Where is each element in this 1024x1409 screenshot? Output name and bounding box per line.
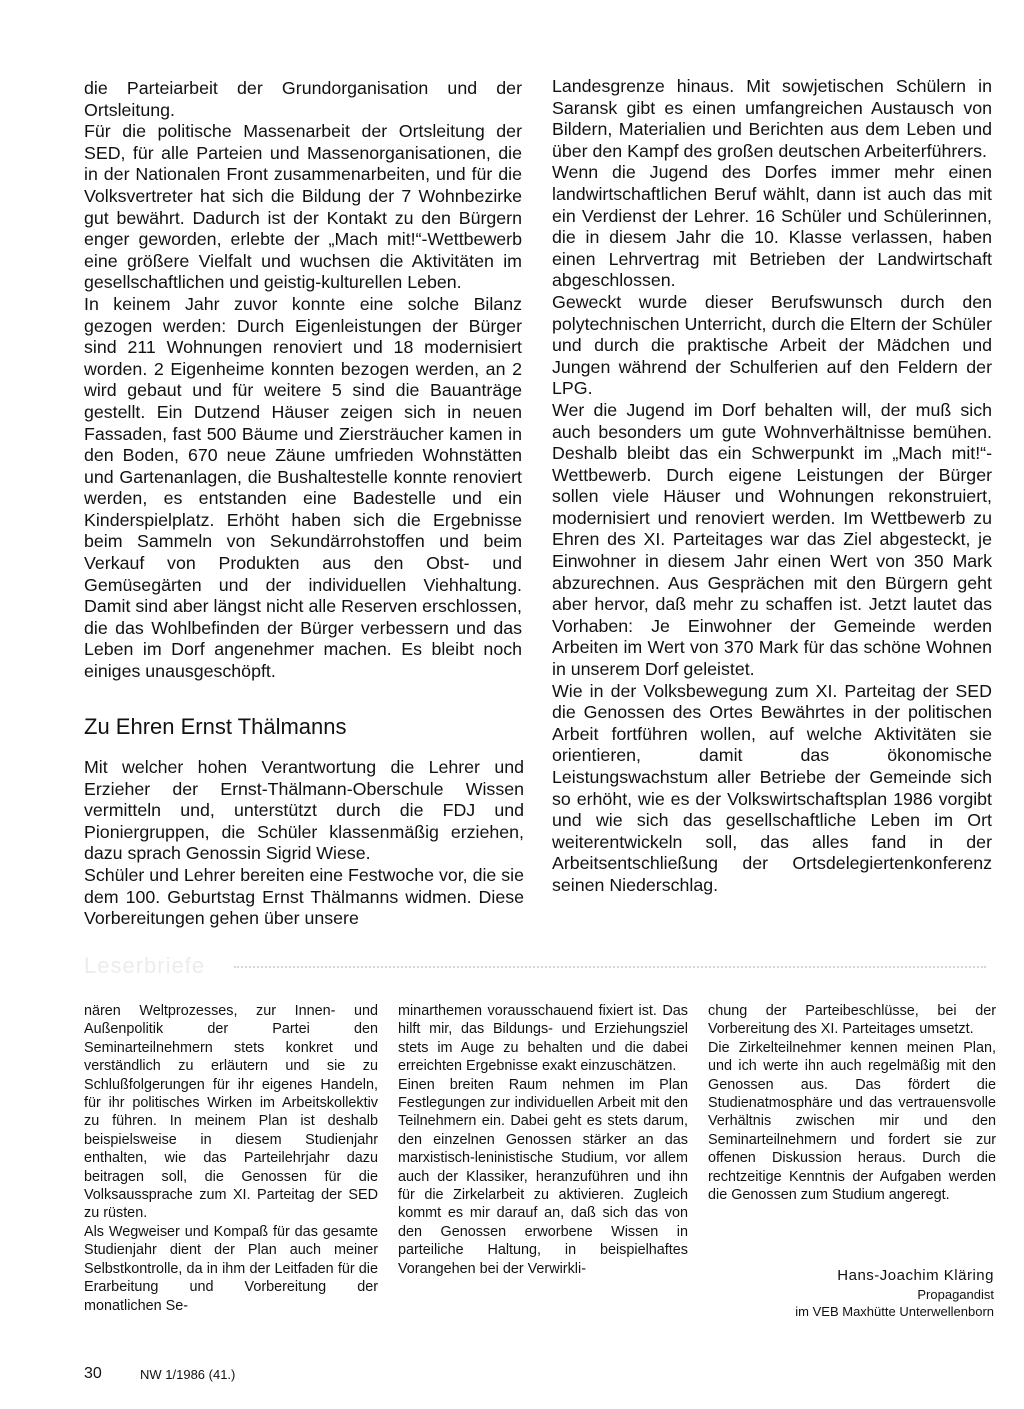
- section-divider: [84, 954, 994, 978]
- divider-label: Leserbriefe: [84, 954, 206, 978]
- paragraph: nären Weltprozesses, zur Innen- und Außenpolitik der Partei den Seminarteilnehmern stets konkret und verständlich zu erläutern und sie zu Schlußfolgerungen für ihr eigenes Handeln, für ihr politisches Wirken im Arbeitskollektiv zu führen. In meinem Plan ist deshalb beispielsweise in diesem Studienjahr enthalten, wie das Parteilehrjahr dazu beitragen soll, die Genossen für die Volksaussprache zum XI. Parteitag der SED zu rüsten.: [84, 1003, 378, 1222]
- paragraph: die Parteiarbeit der Grundorganisation und der Ortsleitung.: [84, 78, 522, 120]
- paragraph: Die Zirkelteilnehmer kennen meinen Plan, und ich werte ihn auch regelmäßig mit den Genossen aus. Das fördert die Studienatmosphäre und das vertrauensvolle Verhältnis zwischen mir und den Seminarteilnehmern und fordert sie zur offenen Diskussion heraus. Durch die rechtzeitige Kenntnis der Aufgaben werden die Genossen zum Studium angeregt.: [708, 1039, 996, 1204]
- divider-line: [234, 966, 986, 968]
- paragraph: Geweckt wurde dieser Berufswunsch durch den polytechnischen Unterricht, durch die Eltern der Schüler und durch die praktische Arbeit der Mädchen und Jungen während der Schulferien auf den Feldern der LPG.: [552, 291, 992, 399]
- letter-column-3: [708, 1002, 996, 1204]
- article-column-right: [552, 76, 992, 897]
- paragraph: Als Wegweiser und Kompaß für das gesamte Studienjahr dient der Plan auch meiner Selbstkontrolle, da in ihm der Leitfaden für die Erarbeitung und Vorbereitung der monatlichen Se-: [84, 1223, 378, 1314]
- paragraph: Wie in der Volksbewegung zum XI. Parteitag der SED die Genossen des Ortes Bewährtes in der politischen Arbeit fortführen wollen, auf welche Aktivitäten sie orientieren, damit das ökonomische Leistungswachstum aller Betriebe der Gemeinde sich so erhöht, wie es der Volkswirtschaftsplan 1986 vorgibt und wie sich das gesellschaftliche Leben im Ort weiterentwickeln soll, das alles fand in der Arbeitsentschließung der Ortsdelegiertenkonferenz seinen Niederschlag.: [552, 680, 992, 895]
- section-heading: Zu Ehren Ernst Thälmanns: [84, 714, 347, 739]
- letter-column-2: [398, 1002, 688, 1278]
- author-role: Propagandist: [917, 1287, 994, 1302]
- issue-reference: NW 1/1986 (41.): [140, 1367, 236, 1382]
- author-workplace: im VEB Maxhütte Unterwellenborn: [795, 1304, 994, 1319]
- paragraph: Wenn die Jugend des Dorfes immer mehr einen landwirtschaftlichen Beruf wählt, dann ist auch das mit ein Verdienst der Lehrer. 16 Schüler und Schülerinnen, die in diesem Jahr die 10. Klasse verlassen, haben einen Lehrvertrag mit Betrieben der Landwirtschaft abgeschlossen.: [552, 162, 992, 291]
- article-column-left: [84, 78, 522, 683]
- paragraph: In keinem Jahr zuvor konnte eine solche Bilanz gezogen werden: Durch Eigenleistungen der Bürger sind 211 Wohnungen renoviert und 18 modernisiert worden. 2 Eigenheime konnten bezogen werden, an 2 wird gebaut und für weitere 5 sind die Bauanträge gestellt. Ein Dutzend Häuser zeigen sich in neuen Fassaden, fast 500 Bäume und Ziersträucher kamen in den Boden, 670 neue Zäune umfrieden Wohnstätten und Gartenanlagen, die Bushaltestelle konnte renoviert werden, es entstanden eine Badestelle und ein Kinderspielplatz. Erhöht haben sich die Ergebnisse beim Sammeln von Sekundärrohstoffen und beim Verkauf von Produkten aus den Obst- und Gemüsegärten und der individuellen Viehhaltung. Damit sind aber längst nicht alle Reserven erschlossen, die das Wohlbefinden der Bürger verbessern und das Leben im Dorf angenehmer machen. Es bleibt noch einiges unausgeschöpft.: [84, 293, 522, 682]
- paragraph: Mit welcher hohen Verantwortung die Lehrer und Erzieher der Ernst-Thälmann-Oberschule Wissen vermitteln und, unterstützt durch die FDJ und Pioniergruppen, die Schüler klassenmäßig erziehen, dazu sprach Genossin Sigrid Wiese.: [84, 757, 524, 864]
- page-number: 30: [84, 1365, 102, 1382]
- article-column-left-lower: [84, 757, 524, 930]
- letter-column-1: [84, 1002, 378, 1315]
- paragraph: Schüler und Lehrer bereiten eine Festwoche vor, die sie dem 100. Geburtstag Ernst Thälmanns widmen. Diese Vorbereitungen gehen über unsere: [84, 864, 524, 929]
- paragraph: Einen breiten Raum nehmen im Plan Festlegungen zur individuellen Arbeit mit den Teilnehmern ein. Dabei geht es stets darum, den einzelnen Genossen stärker an das marxistisch-leninistische Studium, vor allem auch der Klassiker, heranzuführen und ihn für die Zirkelarbeit zu aktivieren. Zugleich kommt es mir darauf an, daß sich das von den Genossen erworbene Wissen in parteiliche Haltung, in beispielhaftes Vorangehen bei der Verwirkli-: [398, 1076, 688, 1277]
- author-name: Hans-Joachim Kläring: [837, 1267, 994, 1284]
- paragraph: Wer die Jugend im Dorf behalten will, der muß sich auch besonders um gute Wohnverhältnisse bemühen. Deshalb bleibt das ein Schwerpunkt im „Mach mit!“-Wettbewerb. Durch eigene Leistungen der Bürger sollen viele Häuser und Wohnungen rekonstruiert, modernisiert und renoviert werden. Im Wettbewerb zu Ehren des XI. Parteitages war das Ziel abgesteckt, je Einwohner in diesem Jahr einen Wert von 350 Mark abzurechnen. Aus Gesprächen mit den Bürgern geht aber hervor, daß mehr zu schaffen ist. Jetzt lautet das Vorhaben: Je Einwohner der Gemeinde werden Arbeiten im Wert von 370 Mark für das schöne Wohnen in unserem Dorf geleistet.: [552, 399, 992, 680]
- paragraph: Landesgrenze hinaus. Mit sowjetischen Schülern in Saransk gibt es einen umfangreichen Austausch von Bildern, Materialien und Berichten aus dem Leben und über den Kampf des großen deutschen Arbeiterführers.: [552, 76, 992, 161]
- paragraph: minarthemen vorausschauend fixiert ist. Das hilft mir, das Bildungs- und Erziehungsziel stets im Auge zu behalten und die dabei erreichten Ergebnisse exakt einzuschätzen.: [398, 1003, 688, 1075]
- paragraph: Für die politische Massenarbeit der Ortsleitung der SED, für alle Parteien und Massenorganisationen, die in der Nationalen Front zusammenarbeiten, und für die Volksvertreter hat sich die Bildung der 7 Wohnbezirke gut bewährt. Dadurch ist der Kontakt zu den Bürgern enger geworden, erlebte der „Mach mit!“-Wettbewerb eine größere Vielfalt und wuchsen die Aktivitäten im gesellschaftlichen und geistig-kulturellen Leben.: [84, 121, 522, 293]
- author-signature: [694, 1266, 994, 1320]
- paragraph: chung der Parteibeschlüsse, bei der Vorbereitung des XI. Parteitages umsetzt.: [708, 1003, 996, 1038]
